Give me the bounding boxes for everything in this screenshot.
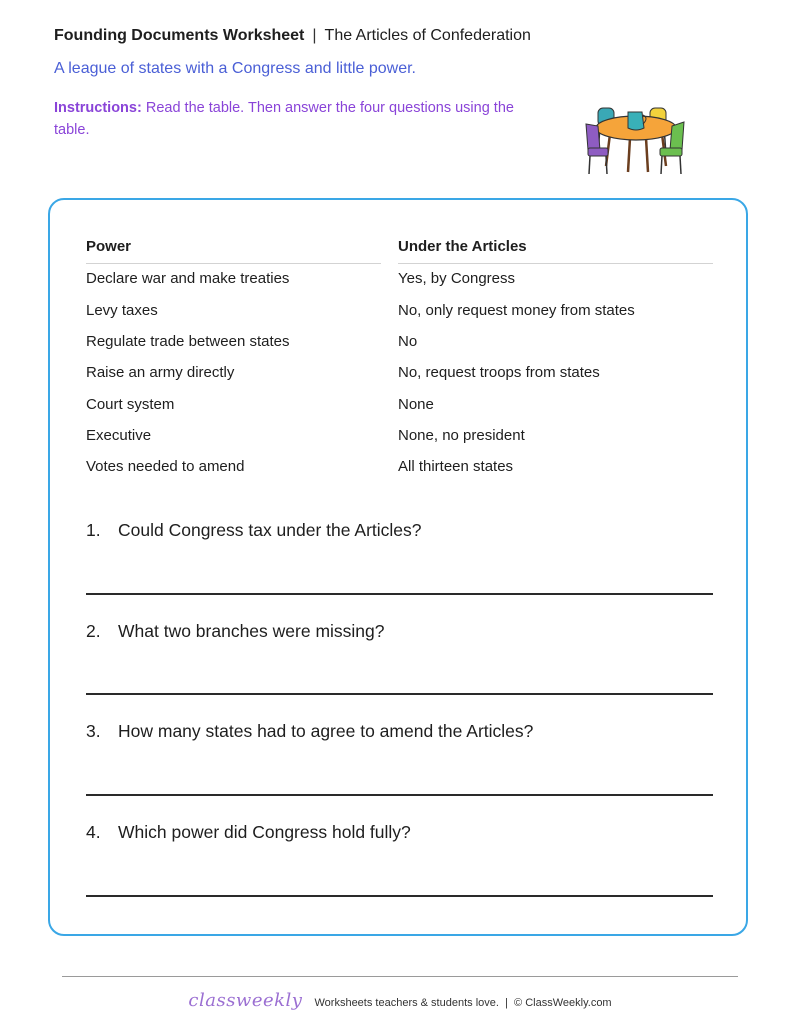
footer-separator: |	[505, 997, 508, 1009]
answer-line-1[interactable]	[86, 593, 713, 595]
table-cell-power: Raise an army directly	[86, 364, 235, 381]
footer-rule	[62, 976, 738, 977]
table-cell-articles: All thirteen states	[398, 458, 514, 475]
table-cell-articles: No, request troops from states	[398, 364, 600, 381]
question-number: 2.	[86, 621, 101, 641]
answer-line-2[interactable]	[86, 693, 713, 695]
answer-line-3[interactable]	[86, 794, 713, 796]
question-1	[86, 520, 422, 541]
question-2	[86, 621, 385, 642]
brand-logo: classweekly	[188, 990, 303, 1011]
table-cell-articles: None	[398, 396, 434, 413]
table-cell-power: Regulate trade between states	[86, 333, 290, 350]
question-4	[86, 822, 411, 843]
instructions-label: Instructions:	[54, 100, 142, 116]
table-with-chairs-icon	[580, 100, 690, 180]
answer-line-4[interactable]	[86, 895, 713, 897]
worksheet-series: Founding Documents Worksheet	[54, 27, 305, 44]
question-number: 1.	[86, 520, 101, 540]
question-text: How many states had to agree to amend the Articles?	[118, 721, 534, 741]
footer	[0, 990, 800, 1011]
worksheet-subtitle: A league of states with a Congress and little power.	[54, 60, 416, 77]
table-cell-articles: None, no president	[398, 427, 525, 444]
instructions	[54, 97, 534, 141]
table-cell-power: Executive	[86, 427, 152, 444]
column-header-articles: Under the Articles	[398, 238, 527, 255]
question-number: 4.	[86, 822, 101, 842]
question-text: Which power did Congress hold fully?	[118, 822, 411, 842]
header-rule-left	[86, 263, 381, 264]
table-cell-articles: No, only request money from states	[398, 302, 635, 319]
footer-copyright: © ClassWeekly.com	[514, 997, 612, 1009]
footer-tagline: Worksheets teachers & students love.	[314, 997, 499, 1009]
table-cell-power: Declare war and make treaties	[86, 270, 290, 287]
title-separator: |	[312, 27, 317, 44]
header-rule-right	[398, 263, 713, 264]
table-cell-articles: Yes, by Congress	[398, 270, 516, 287]
question-text: What two branches were missing?	[118, 621, 385, 641]
pitcher	[628, 112, 646, 130]
instructions-text: Read the table. Then answer the four questions using the table.	[54, 100, 514, 138]
question-text: Could Congress tax under the Articles?	[118, 520, 422, 540]
table-cell-power: Votes needed to amend	[86, 458, 245, 475]
column-header-power: Power	[86, 238, 132, 255]
question-number: 3.	[86, 721, 101, 741]
table-cell-articles: No	[398, 333, 418, 350]
question-3	[86, 721, 533, 742]
worksheet-topic: The Articles of Confederation	[324, 27, 531, 44]
table-cell-power: Levy taxes	[86, 302, 158, 319]
table-cell-power: Court system	[86, 396, 175, 413]
worksheet-title	[54, 26, 531, 46]
